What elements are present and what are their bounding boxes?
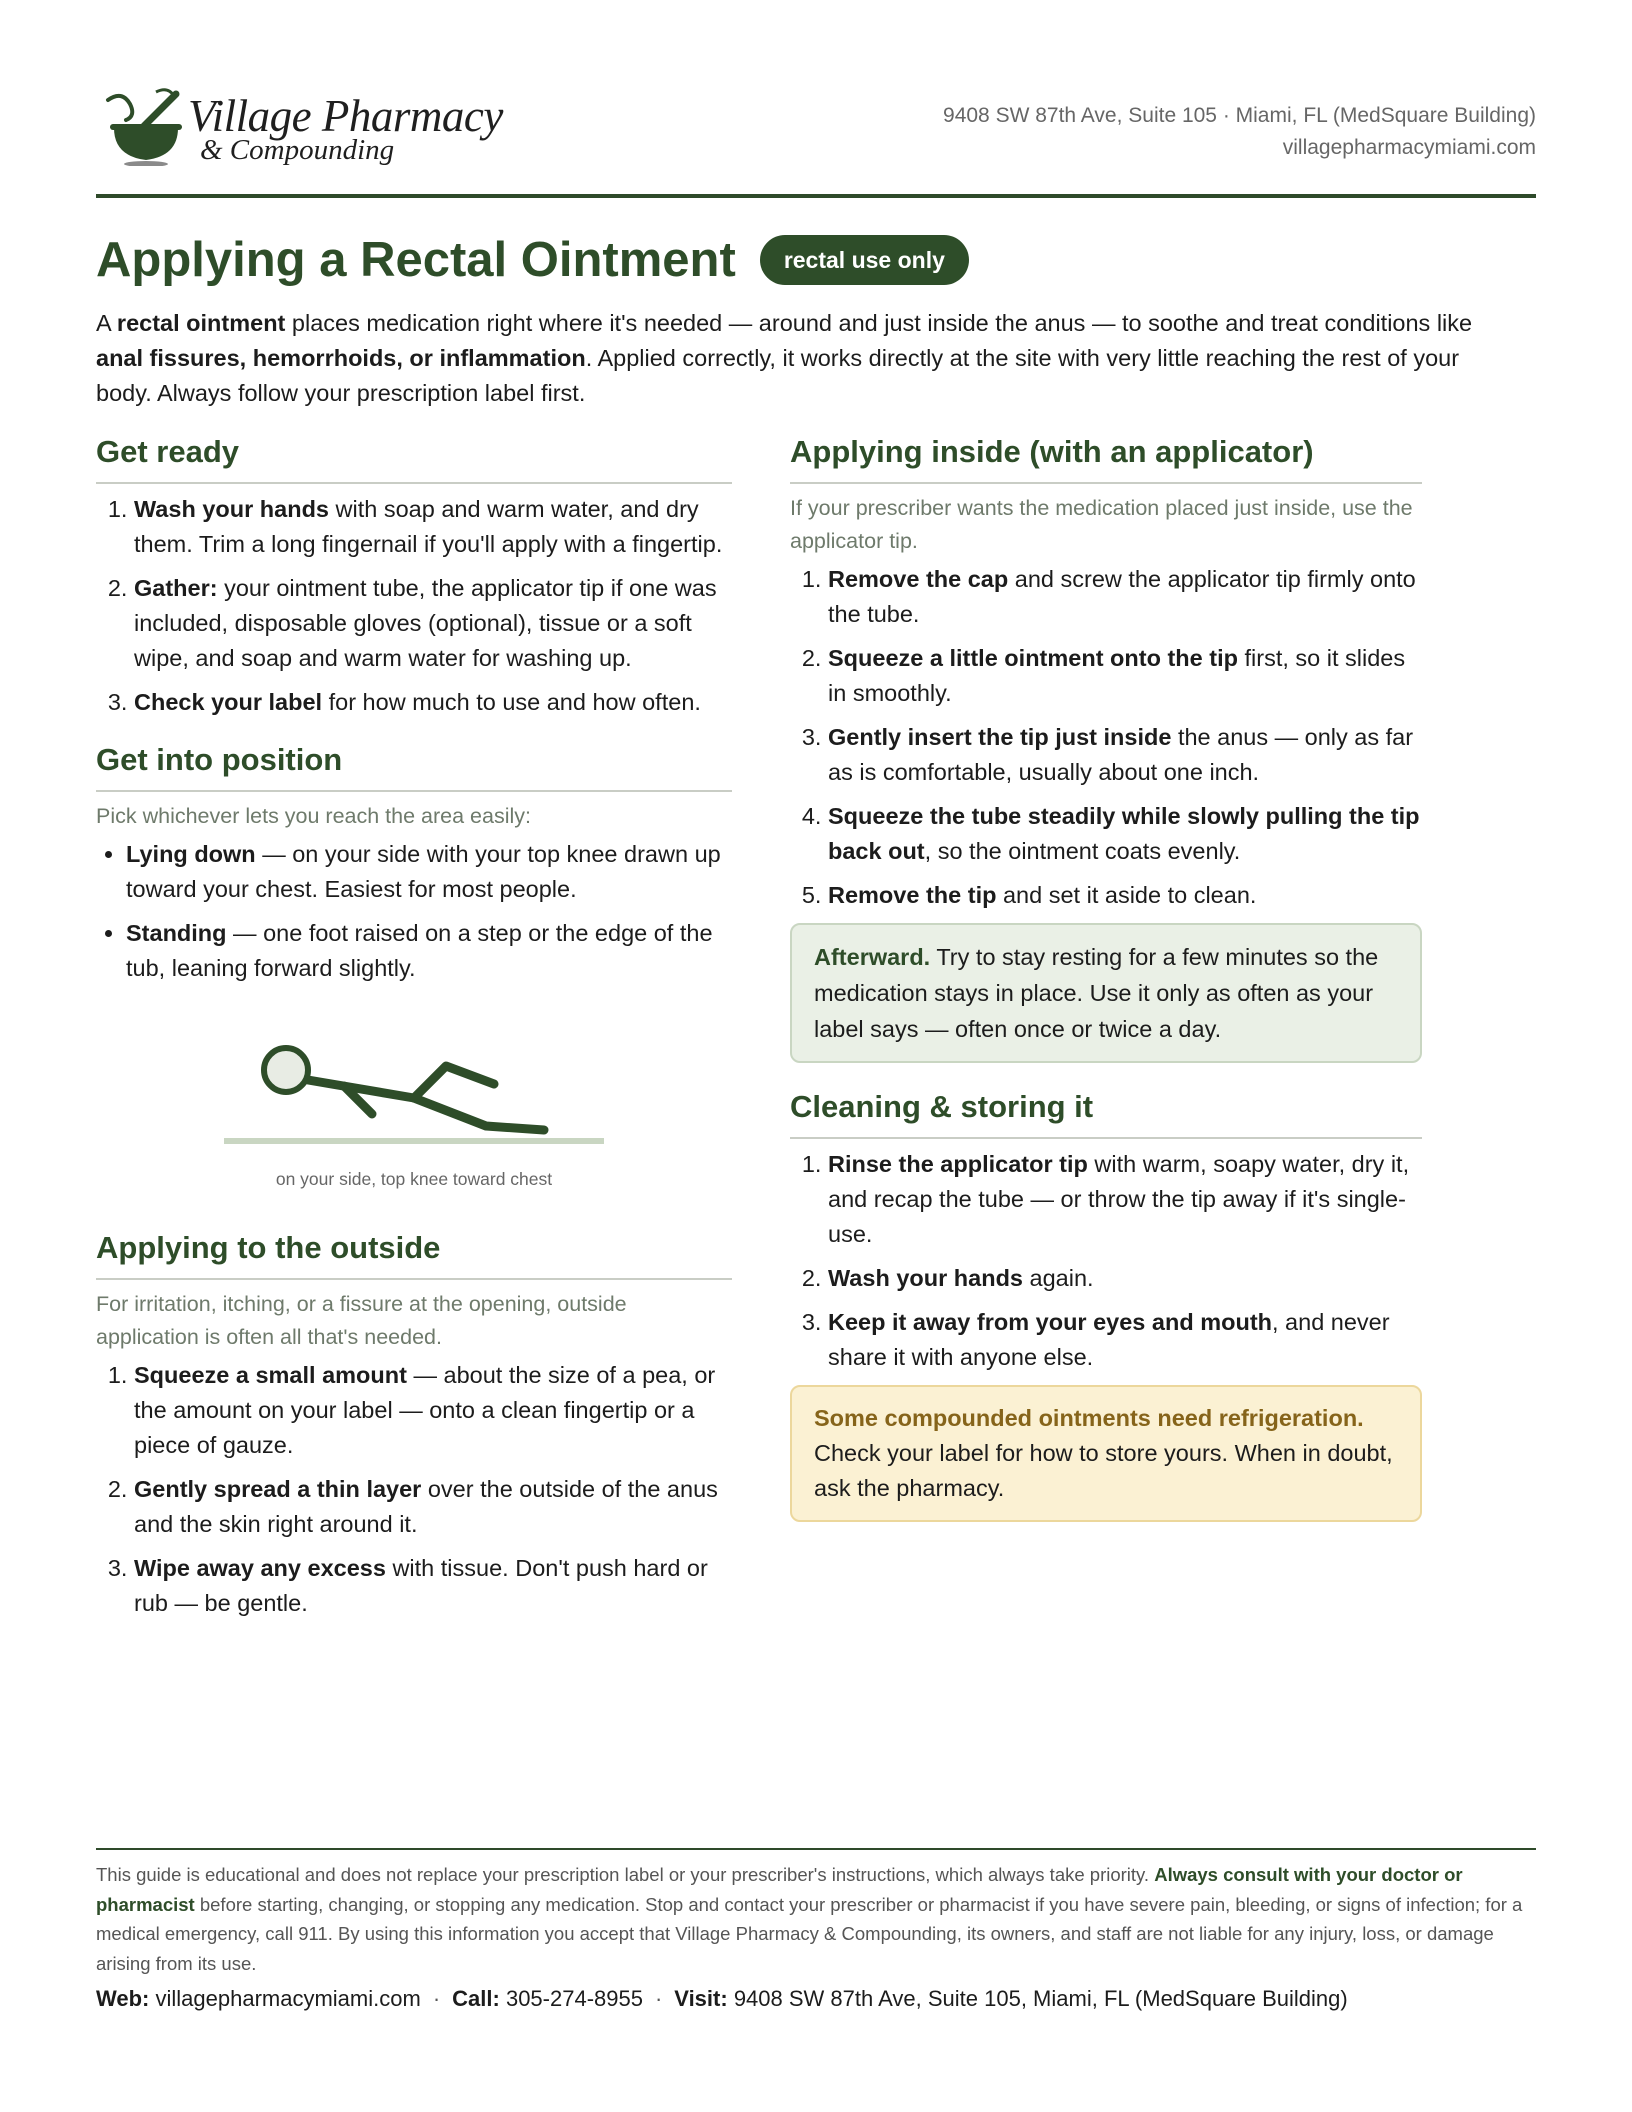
footer-website-link[interactable]: villagepharmacymiami.com [155, 1986, 421, 2011]
step-text: again. [1023, 1265, 1094, 1291]
separator: · [432, 1986, 441, 2011]
outside-heading: Applying to the outside [96, 1230, 732, 1280]
afterward-callout [790, 923, 1422, 1063]
step-text: and screw the applicator tip firmly onto the tube. [828, 566, 1416, 627]
disclaimer [96, 1860, 1536, 1978]
step-text: for how much to use and how often. [322, 689, 701, 715]
web-label: Web: [96, 1986, 150, 2011]
intro-text-3: . Applied correctly, it works directly at the site with very little reaching the rest of your body. Always follow your prescription label first. [96, 345, 1460, 406]
step-bold: Check your label [134, 689, 323, 715]
outside-note: For irritation, itching, or a fissure at the opening, outside application is often all that's needed. [96, 1292, 627, 1349]
list-item [828, 1305, 1422, 1375]
option-text: — one foot raised on a step or the edge of the tub, leaning forward slightly. [126, 920, 713, 981]
list-item [134, 685, 732, 720]
list-item [134, 1551, 732, 1621]
step-text: first, so it slides in smoothly. [828, 645, 1406, 706]
step-text: with soap and warm water, and dry them. Trim a long fingernail if you'll apply with a fingertip. [134, 496, 723, 557]
logo-wordmark-line2: & Compounding [200, 134, 395, 166]
mortar-pestle-icon [104, 86, 194, 166]
position-note: Pick whichever lets you reach the area easily: [96, 804, 531, 828]
step-bold: Squeeze the tube steadily while slowly pulling the tip back out [828, 803, 1420, 864]
left-column [96, 434, 732, 1643]
list-item [828, 562, 1422, 632]
right-column [790, 434, 1422, 1544]
page [96, 0, 1536, 2112]
footer-address: 9408 SW 87th Ave, Suite 105, Miami, FL (MedSquare Building) [733, 1986, 1348, 2011]
callout-text: Check your label for how to store yours. When in doubt, ask the pharmacy. [814, 1440, 1393, 1501]
disclaimer-text-2: before starting, changing, or stopping any medication. Stop and contact your prescriber or pharmacist if you have severe pain, bleeding, or signs of infection; for a medical emergency, call 911. By using this information you accept that Village Pharmacy & Compounding, its owners, and staff are not liable for any injury, loss, or damage arising from its use. [96, 1893, 1523, 1974]
step-text: with warm, soapy water, dry it, and recap the tube — or throw the tip away if it's single-use. [828, 1151, 1410, 1247]
option-bold: Lying down [126, 841, 256, 867]
footer-contact [96, 1986, 1348, 2012]
list-item [126, 837, 732, 907]
step-bold: Gently insert the tip just inside [828, 724, 1172, 750]
side-lying-person-icon [224, 1026, 604, 1156]
step-bold: Squeeze a small amount [134, 1362, 407, 1388]
list-item [134, 492, 732, 562]
footer-divider [96, 1848, 1536, 1850]
pharmacy-logo[interactable] [104, 86, 504, 172]
callout-lead: Afterward. [814, 944, 931, 970]
get-ready-steps [96, 492, 732, 720]
page-title: Applying a Rectal Ointment [96, 233, 736, 287]
step-text: with tissue. Don't push hard or rub — be gentle. [134, 1555, 708, 1616]
list-item [828, 720, 1422, 790]
position-options [96, 837, 732, 986]
list-item [134, 571, 732, 676]
figure-caption: on your side, top knee toward chest [275, 1169, 553, 1189]
visit-label: Visit: [674, 1986, 728, 2011]
disclaimer-text-1: This guide is educational and does not replace your prescription label or your prescriber's instructions, which always take priority. [96, 1864, 1155, 1885]
cleaning-steps [790, 1147, 1422, 1375]
outside-steps [96, 1358, 732, 1621]
list-item [828, 799, 1422, 869]
list-item [134, 1358, 732, 1463]
intro-bold-1: rectal ointment [116, 310, 286, 336]
step-text: the anus — only as far as is comfortable, usually about one inch. [828, 724, 1414, 785]
inside-heading: Applying inside (with an applicator) [790, 434, 1422, 484]
step-text: — about the size of a pea, or the amount on your label — onto a clean fingertip or a piece of gauze. [134, 1362, 716, 1458]
list-item [828, 878, 1422, 913]
header-contact [943, 100, 1536, 164]
rectal-use-badge: rectal use only [760, 235, 969, 285]
get-ready-section [96, 434, 732, 720]
outside-section [96, 1230, 732, 1621]
step-bold: Remove the tip [828, 882, 997, 908]
step-bold: Wipe away any excess [134, 1555, 386, 1581]
step-bold: Squeeze a little ointment onto the tip [828, 645, 1238, 671]
intro-bold-2: anal fissures, hemorrhoids, or inflammation [96, 345, 586, 371]
step-text: , so the ointment coats evenly. [924, 838, 1241, 864]
callout-lead: Some compounded ointments need refrigeration. [814, 1405, 1364, 1431]
inside-section [790, 434, 1422, 1063]
cleaning-heading: Cleaning & storing it [790, 1089, 1422, 1139]
option-text: — on your side with your top knee drawn up toward your chest. Easiest for most people. [126, 841, 721, 902]
callout-text: Try to stay resting for a few minutes so the medication stays in place. Use it only as often as your label says — often once or twice a day. [814, 944, 1379, 1042]
step-bold: Keep it away from your eyes and mouth [828, 1309, 1272, 1335]
position-heading: Get into position [96, 742, 732, 792]
step-bold: Rinse the applicator tip [828, 1151, 1088, 1177]
header-address: 9408 SW 87th Ave, Suite 105 · Miami, FL (MedSquare Building) [943, 104, 1536, 127]
refrigeration-callout [790, 1385, 1422, 1522]
separator: · [654, 1986, 663, 2011]
disclaimer-strong: Always consult with your doctor or pharmacist [96, 1864, 1463, 1915]
inside-steps [790, 562, 1422, 913]
step-text: your ointment tube, the applicator tip if one was included, disposable gloves (optional), tissue or a soft wipe, and soap and warm water for washing up. [134, 575, 717, 671]
inside-note: If your prescriber wants the medication placed just inside, use the applicator tip. [790, 496, 1413, 553]
get-ready-heading: Get ready [96, 434, 732, 484]
step-bold: Wash your hands [134, 496, 329, 522]
footer-phone-link[interactable]: 305-274-8955 [505, 1986, 643, 2011]
logo-wordmark-line1: Village Pharmacy [188, 91, 503, 141]
intro-paragraph [96, 306, 1486, 411]
step-bold: Gather: [134, 575, 218, 601]
header [96, 82, 1536, 192]
list-item [126, 916, 732, 986]
header-divider [96, 194, 1536, 198]
step-text: , and never share it with anyone else. [828, 1309, 1390, 1370]
list-item [828, 641, 1422, 711]
intro-text-1: A [96, 310, 117, 336]
cleaning-section [790, 1089, 1422, 1522]
step-bold: Gently spread a thin layer [134, 1476, 422, 1502]
option-bold: Standing [126, 920, 227, 946]
step-bold: Remove the cap [828, 566, 1009, 592]
call-label: Call: [452, 1986, 500, 2011]
list-item [134, 1472, 732, 1542]
title-row [96, 228, 969, 292]
header-website-link[interactable]: villagepharmacymiami.com [1282, 136, 1536, 159]
position-figure [224, 1026, 604, 1190]
position-section [96, 742, 732, 1190]
list-item [828, 1147, 1422, 1252]
step-bold: Wash your hands [828, 1265, 1023, 1291]
list-item [828, 1261, 1422, 1296]
intro-text-2: places medication right where it's needed — around and just inside the anus — to soothe and treat conditions like [285, 310, 1473, 336]
step-text: over the outside of the anus and the skin right around it. [134, 1476, 718, 1537]
step-text: and set it aside to clean. [996, 882, 1257, 908]
